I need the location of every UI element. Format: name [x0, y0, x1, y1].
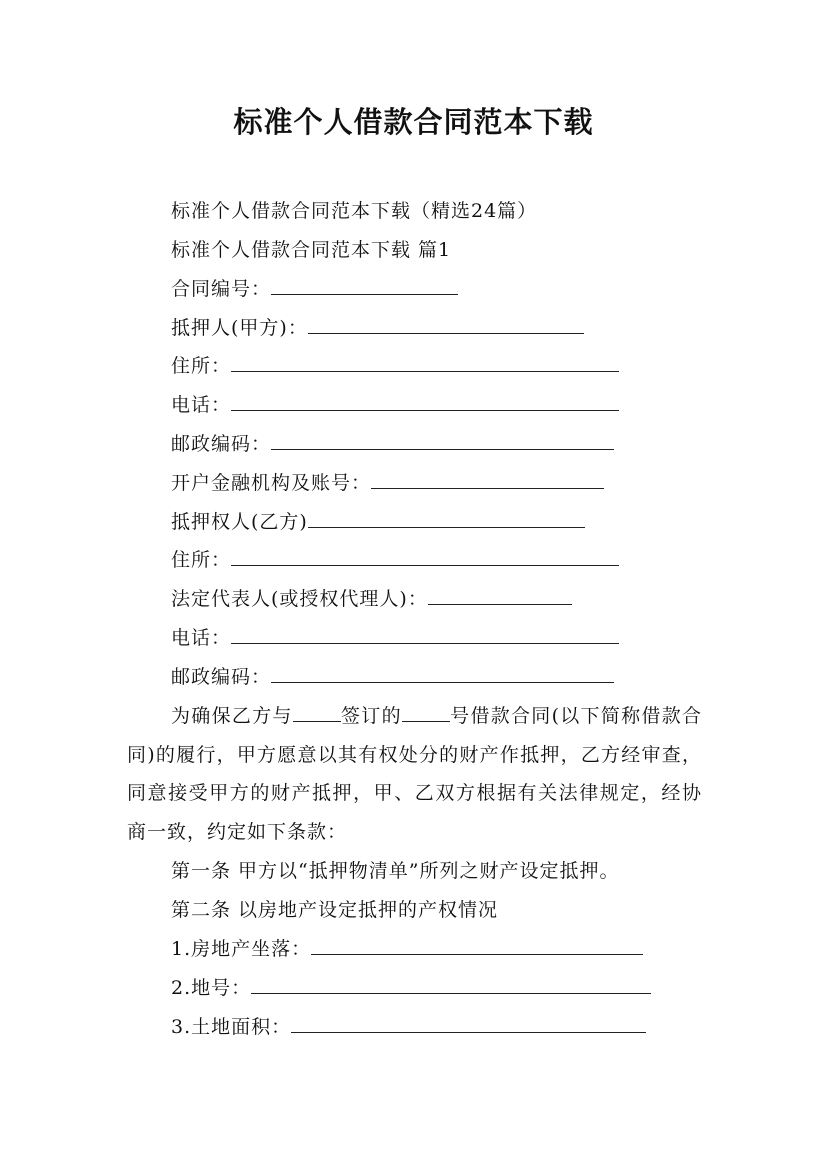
- item-label: 3.土地面积：: [171, 1016, 292, 1038]
- field-label: 邮政编码：: [171, 433, 272, 455]
- field-label: 电话：: [171, 394, 232, 416]
- field-address-2: [171, 547, 619, 573]
- blank-line: [371, 470, 604, 489]
- blank-line: [231, 547, 619, 566]
- blank-line: [271, 276, 458, 295]
- field-label: 法定代表人(或授权代理人)：: [171, 588, 428, 610]
- blank-line: [231, 625, 619, 644]
- section-heading: 标准个人借款合同范本下载 篇1: [171, 239, 452, 261]
- document-subtitle: 标准个人借款合同范本下载（精选24篇）: [171, 200, 538, 222]
- field-label: 住所：: [171, 355, 232, 377]
- field-label: 抵押人(甲方)：: [171, 317, 308, 339]
- blank-line: [293, 703, 341, 722]
- field-bank-account: [171, 470, 604, 496]
- field-mortgagor: [171, 315, 584, 341]
- field-mortgagee: [171, 509, 585, 535]
- field-postcode-2: [171, 664, 614, 690]
- field-postcode: [171, 431, 614, 457]
- field-contract-number: [171, 276, 458, 302]
- item-label: 1.房地产坐落：: [171, 938, 312, 960]
- blank-line: [271, 664, 614, 683]
- blank-line: [231, 353, 619, 372]
- blank-line: [308, 509, 585, 528]
- field-address: [171, 353, 619, 379]
- field-label: 合同编号：: [171, 278, 272, 300]
- item-label: 2.地号：: [171, 977, 252, 999]
- item-land-area: [171, 1014, 646, 1040]
- blank-line: [271, 431, 614, 450]
- blank-line: [308, 315, 584, 334]
- document-title: 标准个人借款合同范本下载: [233, 105, 594, 139]
- field-label: 电话：: [171, 627, 232, 649]
- field-label: 邮政编码：: [171, 666, 272, 688]
- blank-line: [291, 1014, 646, 1033]
- field-phone-2: [171, 625, 619, 651]
- field-label: 住所：: [171, 549, 232, 571]
- field-label: 开户金融机构及账号：: [171, 472, 372, 494]
- blank-line: [251, 975, 651, 994]
- article-2: 第二条 以房地产设定抵押的产权情况: [171, 899, 499, 921]
- paragraph-text: 签订的: [340, 705, 402, 727]
- item-property-location: [171, 936, 643, 962]
- paragraph-text: 号借款合同(以下简称借款合同)的履行，甲方愿意以其有权处分的财产作抵押，乙方经审查，同意接受甲方的财产抵押，甲、乙双方根据有关法律规定，经协商一致，约定如下条款：: [127, 705, 702, 844]
- blank-line: [428, 586, 572, 605]
- blank-line: [231, 392, 619, 411]
- paragraph-text: 为确保乙方与: [171, 705, 293, 727]
- field-phone: [171, 392, 619, 418]
- item-lot-number: [171, 975, 651, 1001]
- article-1: 第一条 甲方以“抵押物清单”所列之财产设定抵押。: [171, 860, 620, 882]
- blank-line: [402, 703, 450, 722]
- field-legal-representative: [171, 586, 572, 612]
- field-label: 抵押权人(乙方): [171, 511, 308, 533]
- blank-line: [311, 936, 643, 955]
- body-paragraph: [127, 697, 702, 852]
